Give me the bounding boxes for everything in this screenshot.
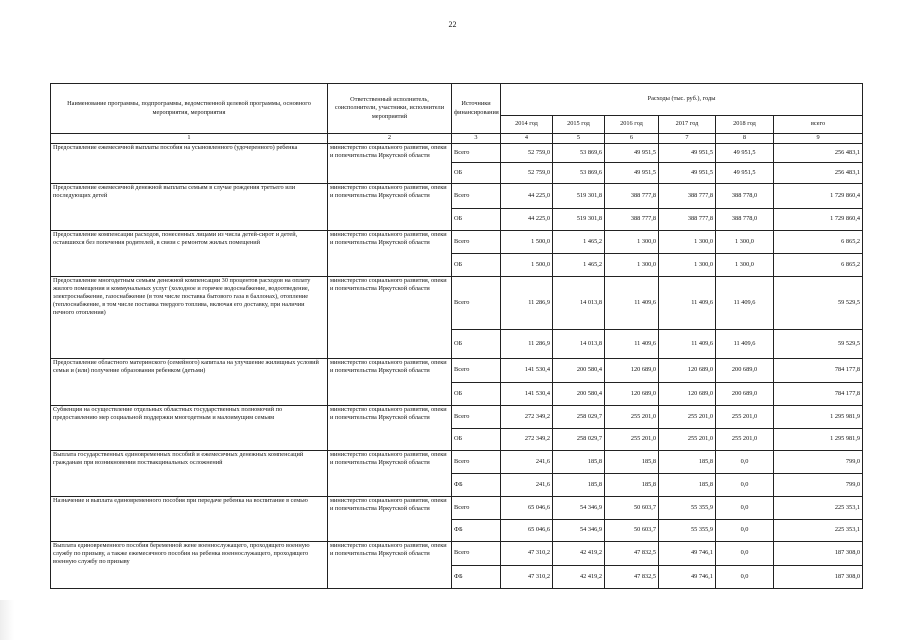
page-number: 22 bbox=[448, 20, 457, 29]
amount-cell: 120 689,0 bbox=[659, 359, 716, 383]
funding-source: ФБ bbox=[452, 566, 501, 589]
amount-cell: 52 759,0 bbox=[501, 163, 553, 184]
responsible-executor: министерство социального развития, опеки и попечительства Иркутской области bbox=[328, 184, 452, 231]
funding-source: ФБ bbox=[452, 474, 501, 497]
amount-cell: 49 746,1 bbox=[659, 542, 716, 566]
funding-source: Всего bbox=[452, 406, 501, 429]
amount-cell: 255 201,0 bbox=[659, 429, 716, 451]
amount-cell: 241,6 bbox=[501, 474, 553, 497]
amount-cell: 0,0 bbox=[716, 497, 774, 520]
amount-cell: 49 951,5 bbox=[716, 144, 774, 163]
header-year: 2017 год bbox=[659, 115, 716, 133]
amount-cell: 11 409,6 bbox=[659, 277, 716, 330]
amount-cell: 55 355,9 bbox=[659, 497, 716, 520]
column-number: 6 bbox=[605, 134, 659, 144]
amount-cell: 255 201,0 bbox=[716, 429, 774, 451]
amount-cell: 1 500,0 bbox=[501, 231, 553, 254]
funding-source: ФБ bbox=[452, 520, 501, 542]
amount-cell: 185,8 bbox=[659, 451, 716, 474]
amount-cell: 388 778,0 bbox=[716, 184, 774, 209]
amount-cell: 11 409,6 bbox=[716, 330, 774, 359]
amount-total: 1 295 981,9 bbox=[774, 406, 863, 429]
amount-cell: 44 225,0 bbox=[501, 209, 553, 231]
header-name: Наименование программы, подпрограммы, ведомственной целевой программы, основного мероприятия, мероприятия bbox=[51, 84, 328, 134]
responsible-executor: министерство социального развития, опеки и попечительства Иркутской области bbox=[328, 497, 452, 542]
amount-total: 6 865,2 bbox=[774, 231, 863, 254]
responsible-executor: министерство социального развития, опеки и попечительства Иркутской области bbox=[328, 231, 452, 277]
funding-source: Всего bbox=[452, 231, 501, 254]
amount-cell: 65 046,6 bbox=[501, 497, 553, 520]
amount-cell: 49 951,5 bbox=[659, 163, 716, 184]
amount-cell: 49 951,5 bbox=[605, 163, 659, 184]
funding-source: ОБ bbox=[452, 383, 501, 406]
amount-cell: 272 349,2 bbox=[501, 429, 553, 451]
header-executor: Ответственный исполнитель, соисполнители, участники, исполнители мероприятий bbox=[328, 84, 452, 134]
responsible-executor: министерство социального развития, опеки и попечительства Иркутской области bbox=[328, 406, 452, 451]
table-row bbox=[51, 451, 863, 474]
amount-cell: 255 201,0 bbox=[605, 429, 659, 451]
amount-cell: 241,6 bbox=[501, 451, 553, 474]
responsible-executor: министерство социального развития, опеки и попечительства Иркутской области bbox=[328, 277, 452, 359]
amount-total: 1 729 860,4 bbox=[774, 184, 863, 209]
amount-cell: 1 300,0 bbox=[659, 254, 716, 277]
column-number: 2 bbox=[328, 134, 452, 144]
amount-cell: 14 013,8 bbox=[553, 330, 605, 359]
column-number: 8 bbox=[716, 134, 774, 144]
amount-cell: 388 777,8 bbox=[605, 209, 659, 231]
amount-total: 225 353,1 bbox=[774, 497, 863, 520]
amount-total: 225 353,1 bbox=[774, 520, 863, 542]
amount-total: 784 177,8 bbox=[774, 383, 863, 406]
measure-name: Предоставление многодетным семьям денежной компенсации 30 процентов расходов на оплату жилого помещения и коммунальных услуг (холодное и горячее водоснабжение, водоотведение, электроснабжение, газоснабжение (в том числе поставка бытового газа в баллонах), отопление (теплоснабжение, в том числе поставка твердого топлива, включая его доставку, при наличии печного отопления) bbox=[51, 277, 328, 359]
table-row bbox=[51, 497, 863, 520]
amount-cell: 200 689,0 bbox=[716, 383, 774, 406]
amount-cell: 44 225,0 bbox=[501, 184, 553, 209]
funding-source: Всего bbox=[452, 144, 501, 163]
amount-cell: 1 465,2 bbox=[553, 231, 605, 254]
amount-cell: 1 300,0 bbox=[605, 254, 659, 277]
measure-name: Предоставление ежемесячной выплаты пособия на усыновленного (удочеренного) ребенка bbox=[51, 144, 328, 184]
table-row bbox=[51, 542, 863, 566]
amount-cell: 0,0 bbox=[716, 451, 774, 474]
amount-cell: 258 029,7 bbox=[553, 429, 605, 451]
amount-cell: 0,0 bbox=[716, 474, 774, 497]
amount-cell: 11 409,6 bbox=[605, 330, 659, 359]
amount-total: 59 529,5 bbox=[774, 330, 863, 359]
amount-cell: 1 300,0 bbox=[716, 254, 774, 277]
column-number: 1 bbox=[51, 134, 328, 144]
funding-source: Всего bbox=[452, 497, 501, 520]
amount-cell: 519 301,8 bbox=[553, 209, 605, 231]
amount-cell: 0,0 bbox=[716, 520, 774, 542]
responsible-executor: министерство социального развития, опеки и попечительства Иркутской области bbox=[328, 451, 452, 497]
amount-cell: 11 409,6 bbox=[716, 277, 774, 330]
amount-total: 256 483,1 bbox=[774, 144, 863, 163]
amount-total: 1 729 860,4 bbox=[774, 209, 863, 231]
amount-cell: 42 419,2 bbox=[553, 542, 605, 566]
amount-total: 59 529,5 bbox=[774, 277, 863, 330]
amount-cell: 47 832,5 bbox=[605, 542, 659, 566]
column-number: 4 bbox=[501, 134, 553, 144]
amount-cell: 120 689,0 bbox=[605, 383, 659, 406]
funding-source: Всего bbox=[452, 359, 501, 383]
amount-cell: 1 500,0 bbox=[501, 254, 553, 277]
funding-source: Всего bbox=[452, 451, 501, 474]
amount-cell: 185,8 bbox=[659, 474, 716, 497]
amount-cell: 65 046,6 bbox=[501, 520, 553, 542]
table-row bbox=[51, 406, 863, 429]
funding-source: Всего bbox=[452, 184, 501, 209]
amount-cell: 258 029,7 bbox=[553, 406, 605, 429]
amount-cell: 120 689,0 bbox=[605, 359, 659, 383]
table-row bbox=[51, 231, 863, 254]
funding-source: ОБ bbox=[452, 209, 501, 231]
amount-cell: 11 286,9 bbox=[501, 330, 553, 359]
amount-cell: 255 201,0 bbox=[716, 406, 774, 429]
amount-cell: 0,0 bbox=[716, 566, 774, 589]
amount-total: 187 308,0 bbox=[774, 542, 863, 566]
responsible-executor: министерство социального развития, опеки и попечительства Иркутской области bbox=[328, 359, 452, 406]
amount-cell: 42 419,2 bbox=[553, 566, 605, 589]
amount-cell: 1 300,0 bbox=[659, 231, 716, 254]
amount-cell: 49 951,5 bbox=[716, 163, 774, 184]
amount-total: 784 177,8 bbox=[774, 359, 863, 383]
table-row bbox=[51, 184, 863, 209]
amount-cell: 255 201,0 bbox=[605, 406, 659, 429]
amount-cell: 0,0 bbox=[716, 542, 774, 566]
amount-cell: 1 465,2 bbox=[553, 254, 605, 277]
amount-total: 187 308,0 bbox=[774, 566, 863, 589]
funding-source: Всего bbox=[452, 542, 501, 566]
amount-cell: 49 951,5 bbox=[605, 144, 659, 163]
amount-cell: 200 580,4 bbox=[553, 359, 605, 383]
funding-source: ОБ bbox=[452, 163, 501, 184]
amount-total: 256 483,1 bbox=[774, 163, 863, 184]
amount-cell: 185,8 bbox=[605, 474, 659, 497]
measure-name: Предоставление компенсации расходов, понесенных лицами из числа детей-сирот и детей, оставшихся без попечения родителей, в связи с ремонтом жилых помещений bbox=[51, 231, 328, 277]
header-year: 2018 год bbox=[716, 115, 774, 133]
measure-name: Выплата единовременного пособия беременной жене военнослужащего, проходящего военную службу по призыву, а также ежемесячного пособия на ребенка военнослужащего, проходящего военную службу по призыву bbox=[51, 542, 328, 589]
funding-source: ОБ bbox=[452, 254, 501, 277]
amount-cell: 185,8 bbox=[605, 451, 659, 474]
measure-name: Предоставление областного материнского (семейного) капитала на улучшение жилищных условий семьи и (или) получение образования ребенком (детьми) bbox=[51, 359, 328, 406]
funding-source: ОБ bbox=[452, 429, 501, 451]
amount-total: 6 865,2 bbox=[774, 254, 863, 277]
column-number: 9 bbox=[774, 134, 863, 144]
amount-cell: 53 869,6 bbox=[553, 144, 605, 163]
amount-cell: 272 349,2 bbox=[501, 406, 553, 429]
column-number: 7 bbox=[659, 134, 716, 144]
funding-source: Всего bbox=[452, 277, 501, 330]
amount-cell: 200 689,0 bbox=[716, 359, 774, 383]
amount-cell: 185,8 bbox=[553, 451, 605, 474]
amount-cell: 1 300,0 bbox=[605, 231, 659, 254]
amount-cell: 54 346,9 bbox=[553, 497, 605, 520]
responsible-executor: министерство социального развития, опеки и попечительства Иркутской области bbox=[328, 542, 452, 589]
amount-cell: 388 777,8 bbox=[659, 209, 716, 231]
amount-cell: 388 777,8 bbox=[659, 184, 716, 209]
budget-table bbox=[50, 83, 863, 589]
scan-edge bbox=[0, 600, 14, 640]
table-row bbox=[51, 359, 863, 383]
amount-cell: 519 301,8 bbox=[553, 184, 605, 209]
header-source: Источники финансирования bbox=[452, 84, 501, 134]
table-row bbox=[51, 277, 863, 330]
amount-cell: 120 689,0 bbox=[659, 383, 716, 406]
header-expenses: Расходы (тыс. руб.), годы bbox=[501, 84, 863, 116]
amount-cell: 200 580,4 bbox=[553, 383, 605, 406]
header-year: 2016 год bbox=[605, 115, 659, 133]
amount-cell: 1 300,0 bbox=[716, 231, 774, 254]
header-total: всего bbox=[774, 115, 863, 133]
amount-cell: 11 286,9 bbox=[501, 277, 553, 330]
amount-cell: 47 310,2 bbox=[501, 542, 553, 566]
measure-name: Субвенция на осуществление отдельных областных государственных полномочий по предоставлению мер социальной поддержки многодетным и малоимущим семьям bbox=[51, 406, 328, 451]
table-row bbox=[51, 144, 863, 163]
amount-cell: 50 603,7 bbox=[605, 520, 659, 542]
measure-name: Назначение и выплата единовременного пособия при передаче ребенка на воспитание в семью bbox=[51, 497, 328, 542]
header-year: 2014 год bbox=[501, 115, 553, 133]
funding-source: ОБ bbox=[452, 330, 501, 359]
header-year: 2015 год bbox=[553, 115, 605, 133]
responsible-executor: министерство социального развития, опеки и попечительства Иркутской области bbox=[328, 144, 452, 184]
column-number: 5 bbox=[553, 134, 605, 144]
amount-cell: 53 869,6 bbox=[553, 163, 605, 184]
amount-cell: 11 409,6 bbox=[659, 330, 716, 359]
measure-name: Выплата государственных единовременных пособий и ежемесячных денежных компенсаций гражданам при возникновении поствакцинальных осложнений bbox=[51, 451, 328, 497]
measure-name: Предоставление ежемесячной денежной выплаты семьям в случае рождения третьего или последующих детей bbox=[51, 184, 328, 231]
amount-cell: 55 355,9 bbox=[659, 520, 716, 542]
amount-cell: 49 746,1 bbox=[659, 566, 716, 589]
amount-cell: 388 778,0 bbox=[716, 209, 774, 231]
amount-cell: 255 201,0 bbox=[659, 406, 716, 429]
amount-cell: 185,8 bbox=[553, 474, 605, 497]
column-number: 3 bbox=[452, 134, 501, 144]
amount-cell: 47 310,2 bbox=[501, 566, 553, 589]
amount-cell: 47 832,5 bbox=[605, 566, 659, 589]
amount-cell: 141 530,4 bbox=[501, 383, 553, 406]
amount-cell: 52 759,0 bbox=[501, 144, 553, 163]
amount-cell: 14 013,8 bbox=[553, 277, 605, 330]
amount-cell: 54 346,9 bbox=[553, 520, 605, 542]
amount-total: 799,0 bbox=[774, 474, 863, 497]
amount-cell: 49 951,5 bbox=[659, 144, 716, 163]
amount-cell: 141 530,4 bbox=[501, 359, 553, 383]
amount-cell: 50 603,7 bbox=[605, 497, 659, 520]
amount-total: 1 295 981,9 bbox=[774, 429, 863, 451]
amount-cell: 388 777,8 bbox=[605, 184, 659, 209]
amount-cell: 11 409,6 bbox=[605, 277, 659, 330]
amount-total: 799,0 bbox=[774, 451, 863, 474]
